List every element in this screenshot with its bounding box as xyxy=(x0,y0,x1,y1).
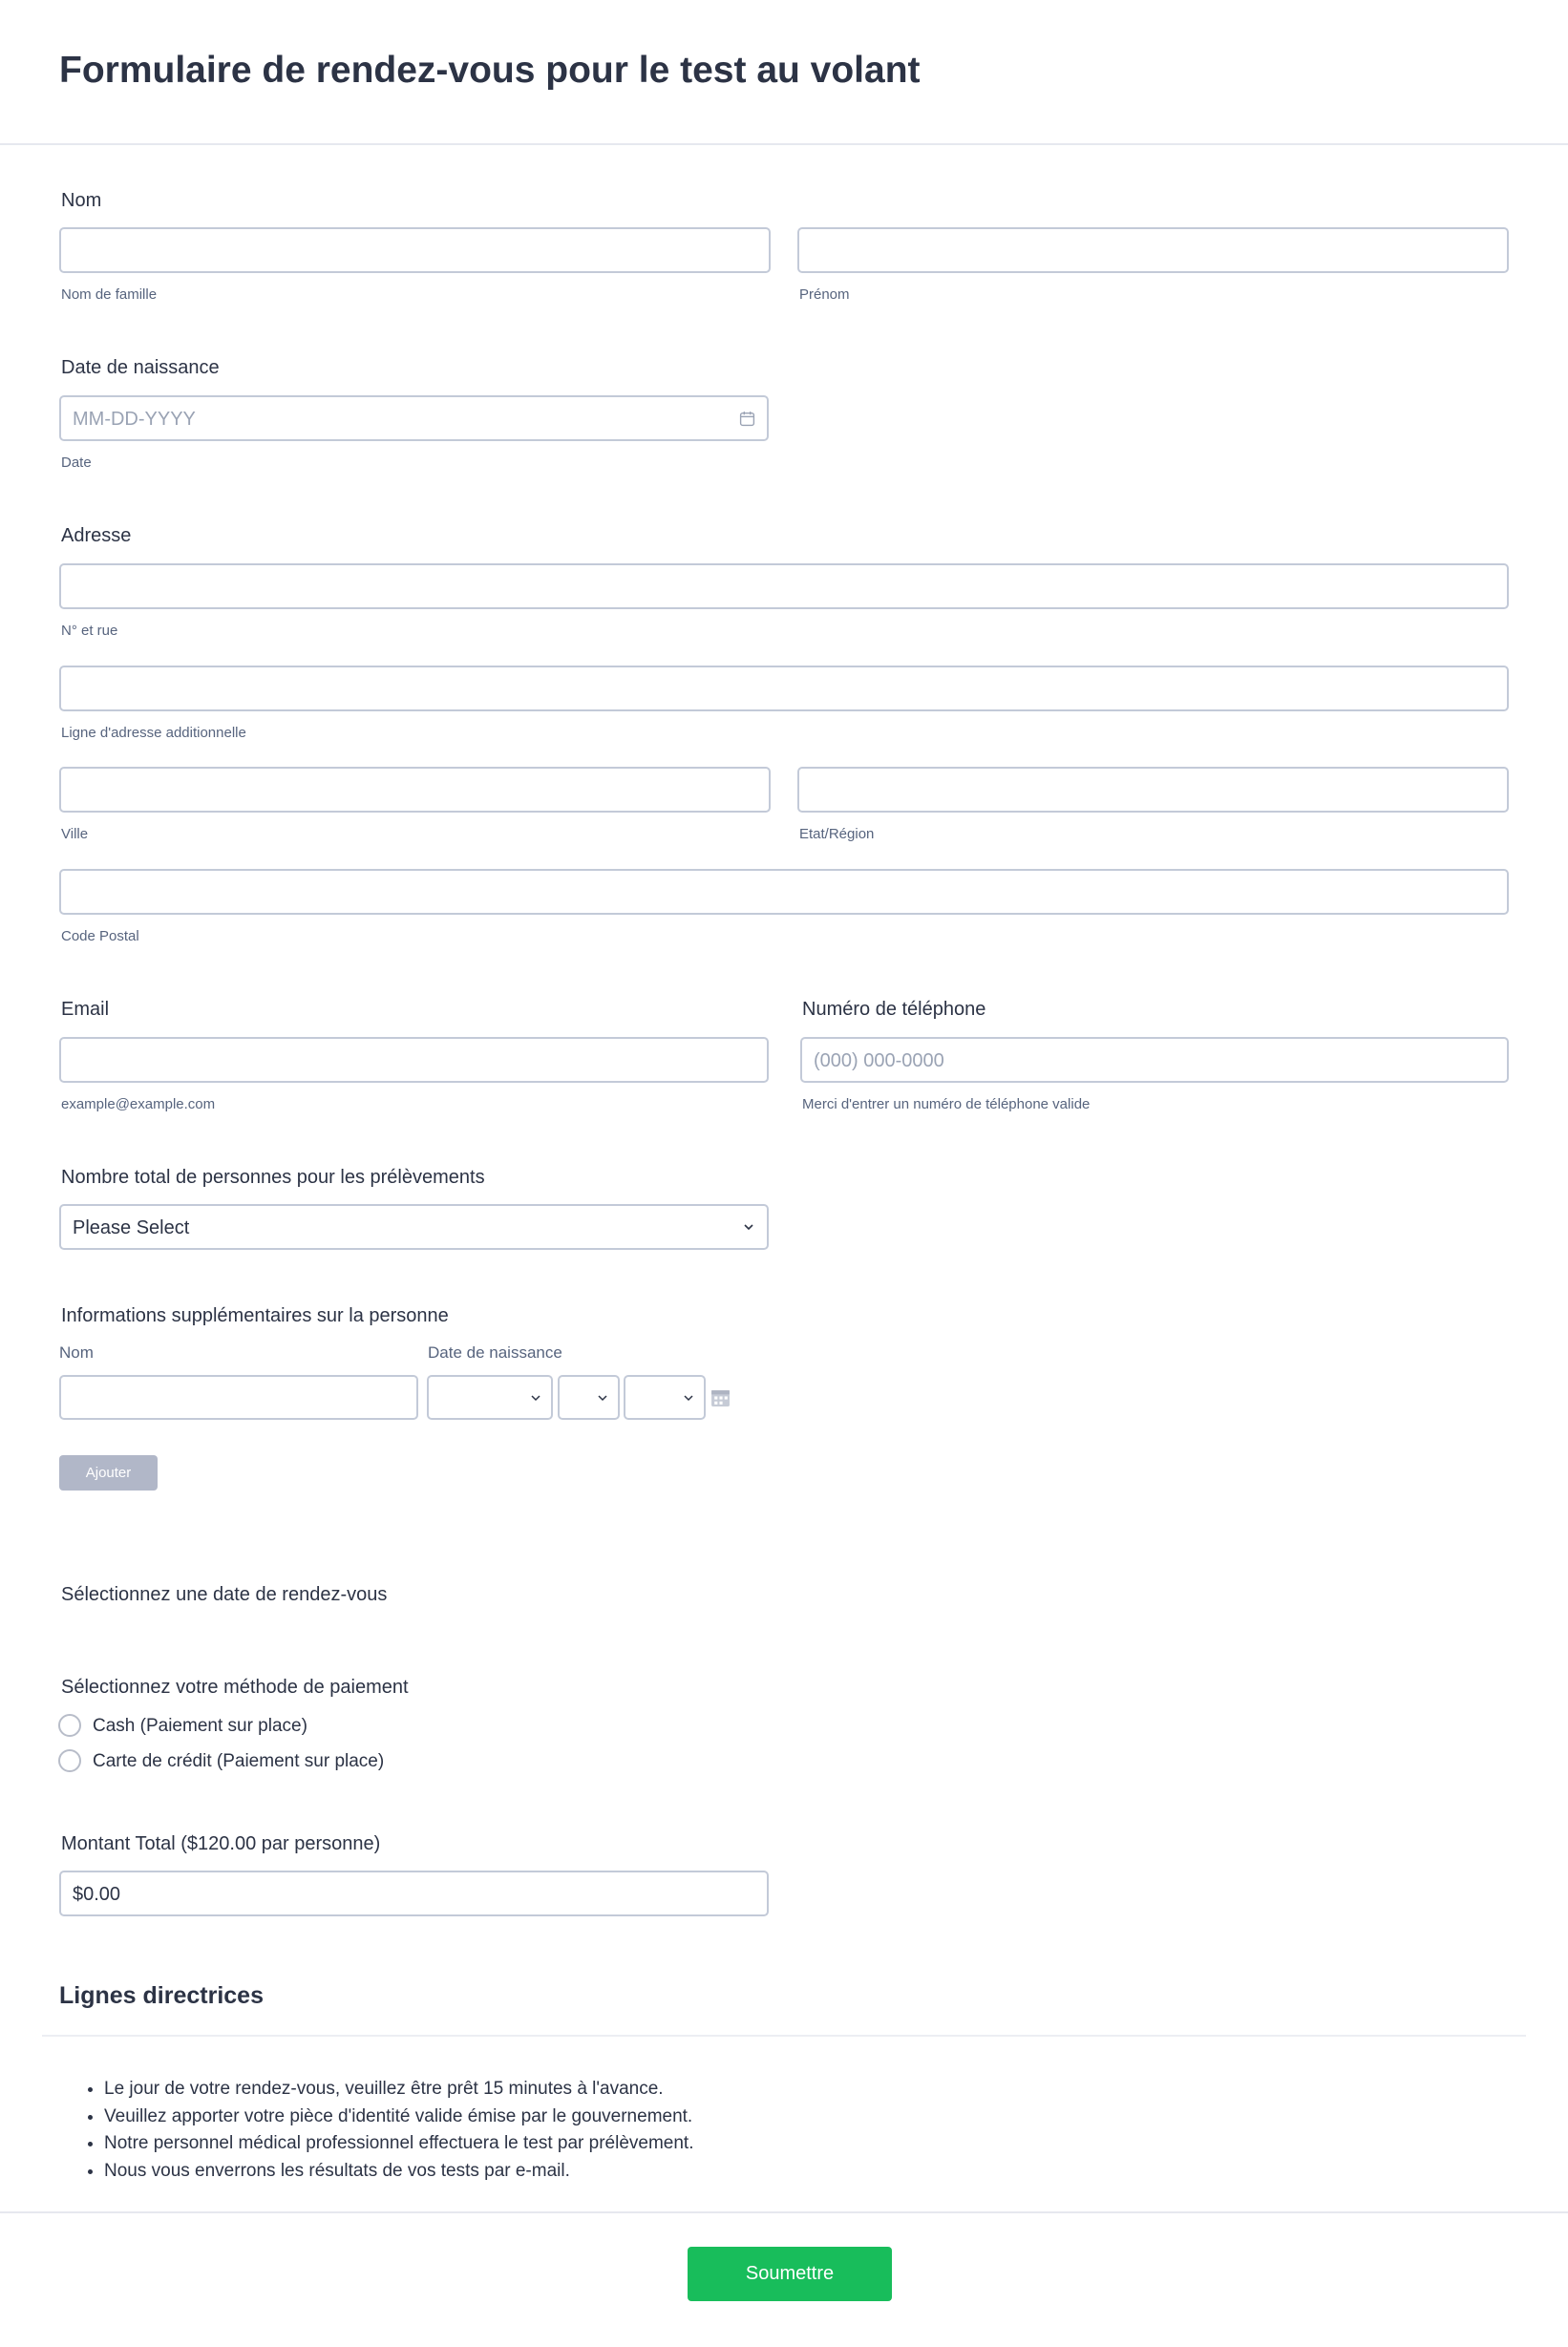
payment-label: Sélectionnez votre méthode de paiement xyxy=(61,1677,409,1698)
calendar-icon[interactable] xyxy=(739,411,755,427)
street-input[interactable] xyxy=(59,563,1509,609)
extra-info-label: Informations supplémentaires sur la personne xyxy=(61,1305,449,1326)
extra-birth-month-select[interactable] xyxy=(427,1375,553,1420)
phone-input[interactable] xyxy=(800,1037,1509,1083)
add-person-button[interactable]: Ajouter xyxy=(59,1455,158,1491)
guidelines-divider xyxy=(42,2035,1526,2037)
phone-sublabel: Merci d'entrer un numéro de téléphone valide xyxy=(802,1096,1091,1112)
state-input[interactable] xyxy=(797,767,1509,813)
email-sublabel: example@example.com xyxy=(61,1096,216,1112)
zip-sublabel: Code Postal xyxy=(61,928,139,944)
last-name-input[interactable] xyxy=(59,227,771,273)
form-title: Formulaire de rendez-vous pour le test au volant xyxy=(59,50,921,91)
zip-input[interactable] xyxy=(59,869,1509,915)
first-name-input[interactable] xyxy=(797,227,1509,273)
email-label: Email xyxy=(61,999,110,1020)
address-line2-sublabel: Ligne d'adresse additionnelle xyxy=(61,725,246,741)
people-count-label: Nombre total de personnes pour les prélèvements xyxy=(61,1167,485,1188)
extra-name-input[interactable] xyxy=(59,1375,418,1420)
phone-label: Numéro de téléphone xyxy=(802,999,986,1020)
phone-placeholder: (000) 000-0000 xyxy=(814,1050,944,1071)
list-item: • Notre personnel médical professionnel effectuera le test par prélèvement. xyxy=(104,2130,694,2158)
name-label: Nom xyxy=(61,190,102,211)
extra-info-birth-header: Date de naissance xyxy=(428,1343,562,1362)
email-input[interactable] xyxy=(59,1037,769,1083)
chevron-down-icon xyxy=(683,1392,694,1404)
address-label: Adresse xyxy=(61,525,132,546)
total-amount-value: $0.00 xyxy=(73,1884,121,1905)
extra-info-name-header: Nom xyxy=(59,1343,94,1362)
last-name-sublabel: Nom de famille xyxy=(61,286,158,303)
payment-card-radio[interactable] xyxy=(58,1749,81,1772)
chevron-down-icon xyxy=(597,1392,608,1404)
state-sublabel: Etat/Région xyxy=(799,826,875,842)
birth-date-placeholder: MM-DD-YYYY xyxy=(73,409,196,430)
form-header xyxy=(0,0,1568,145)
street-sublabel: N° et rue xyxy=(61,623,118,639)
chevron-down-icon xyxy=(742,1220,755,1234)
total-label: Montant Total ($120.00 par personne) xyxy=(61,1833,381,1854)
guidelines-title: Lignes directrices xyxy=(59,1982,264,2009)
birth-date-sublabel: Date xyxy=(61,455,92,471)
people-count-select[interactable] xyxy=(59,1204,769,1250)
appointment-label: Sélectionnez une date de rendez-vous xyxy=(61,1584,388,1605)
address-line2-input[interactable] xyxy=(59,666,1509,711)
birth-date-label: Date de naissance xyxy=(61,357,220,378)
total-amount-field[interactable] xyxy=(59,1871,769,1916)
list-item: • Le jour de votre rendez-vous, veuillez être prêt 15 minutes à l'avance. xyxy=(104,2076,694,2104)
chevron-down-icon xyxy=(530,1392,541,1404)
extra-birth-year-select[interactable] xyxy=(624,1375,706,1420)
payment-cash-radio[interactable] xyxy=(58,1714,81,1737)
birth-date-input[interactable] xyxy=(59,395,769,441)
payment-cash-label[interactable]: Cash (Paiement sur place) xyxy=(93,1716,307,1736)
city-sublabel: Ville xyxy=(61,826,89,842)
extra-birth-day-select[interactable] xyxy=(558,1375,620,1420)
people-count-selected: Please Select xyxy=(73,1217,190,1238)
list-item: • Nous vous enverrons les résultats de vos tests par e-mail. xyxy=(104,2158,694,2186)
submit-button[interactable]: Soumettre xyxy=(688,2247,892,2301)
payment-card-label[interactable]: Carte de crédit (Paiement sur place) xyxy=(93,1751,385,1771)
calendar-icon[interactable] xyxy=(710,1387,731,1407)
city-input[interactable] xyxy=(59,767,771,813)
first-name-sublabel: Prénom xyxy=(799,286,850,303)
list-item: • Veuillez apporter votre pièce d'identité valide émise par le gouvernement. xyxy=(104,2104,694,2131)
guidelines-list xyxy=(104,2076,694,2185)
